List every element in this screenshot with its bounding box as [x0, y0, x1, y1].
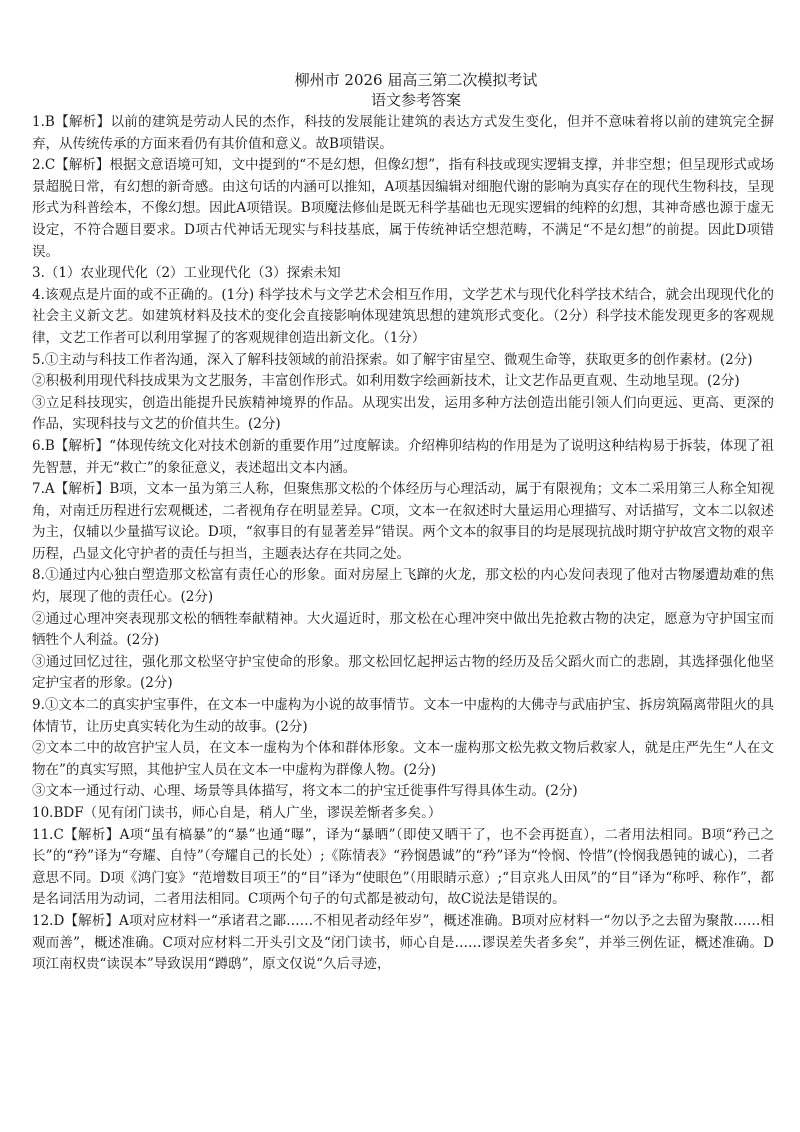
answer-9-point-3: ③文本一通过行动、心理、场景等具体描写，将文本二的护宝迁徙事件写得具体生动。(2分)	[32, 783, 578, 800]
answer-9-point-2: ②文本二中的故宫护宝人员，在文本一虚构为个体和群体形象。文本一虚构那文松先救文物后救家人，就是庄严先生“人在文物在”的真实写照，其他护宝人员在文本一中虚构为群像人物。(2分)	[32, 740, 774, 778]
answer-1: 1.B【解析】以前的建筑是劳动人民的杰作，科技的发展能让建筑的表达方式发生变化，但并不意味着将以前的建筑完全摒弃，从传统传承的方面来看仍有其价值和意义。故B项错误。	[32, 114, 774, 152]
answer-9-point-1: 9.①文本二的真实护宝事件，在文本一中虚构为小说的故事情节。文本一中虚构的大佛寺与武庙护宝、拆房筑隔离带阻火的具体情节，让历史真实转化为生动的故事。(2分)	[32, 697, 774, 735]
answer-4: 4.该观点是片面的或不正确的。(1分) 科学技术与文学艺术会相互作用，文学艺术与现代化科学技术结合，就会出现现代化的社会主义新文艺。如建筑材料及技术的变化会直接影响体现建筑思想的建筑形式变化。（2分）科学技术能发现更多的客观规律，文艺工作者可以利用掌握了的客观规律创造出新文化。（1分）	[32, 286, 774, 346]
answer-2: 2.C【解析】根据文意语境可知，文中提到的“不是幻想，但像幻想”，指有科技或现实逻辑支撑，并非空想；但呈现形式或场景超脱日常，有幻想的新奇感。由这句话的内涵可以推知，A项基因编辑对细胞代谢的影响为真实存在的现代生物科技，呈现形式为科普绘本，不像幻想。因此A项错误。B项魔法修仙是既无科学基础也无现实逻辑的纯粹的幻想，其神奇感也源于虚无设定，不符合题目要求。D项古代神话无现实与科技基底，属于传统神话空想范畴，不满足“不是幻想”的前提。因此D项错误。	[32, 157, 774, 260]
answer-6: 6.B【解析】“体现传统文化对技术创新的重要作用”过度解读。介绍榫卯结构的作用是为了说明这种结构易于拆装，体现了祖先智慧，并无“救亡”的象征意义，表述超出文本内涵。	[32, 437, 774, 476]
answer-7: 7.A【解析】B项，文本一虽为第三人称，但聚焦那文松的个体经历与心理活动，属于有限视角；文本二采用第三人称全知视角，对南迁历程进行宏观概述，二者视角存在明显差异。C项，文本一在叙述时大量运用心理描写、对话描写，文本二以叙述为主，仅辅以少量描写议论。D项，“叙事目的有显著差异”错误。两个文本的叙事目的均是展现抗战时期守护故宫文物的艰辛历程，凸显文化守护者的责任与担当，主题表达存在共同之处。	[32, 481, 774, 562]
answer-5-point-3: ③立足科技现实，创造出能提升民族精神境界的作品。从现实出发，运用多种方法创造出能引领人们向更远、更高、更深的作品，实现科技与文艺的价值共生。(2分)	[32, 394, 774, 433]
answer-5-point-1: 5.①主动与科技工作者沟通，深入了解科技领域的前沿探索。如了解宇宙星空、微观生命等，获取更多的创作素材。(2分)	[32, 351, 753, 368]
document-page	[32, 70, 774, 976]
answer-5-point-2: ②积极利用现代科技成果为文艺服务，丰富创作形式。如利用数字绘画新技术，让文艺作品更直观、生动地呈现。(2分)	[32, 373, 740, 390]
document-subtitle: 语文参考答案	[370, 91, 461, 109]
answer-10: 10.BDF（见有闭门读书，师心自是，稍人广坐，谬误差惭者多矣。）	[32, 805, 442, 821]
answer-8-point-3: ③通过回忆过往，强化那文松坚守护宝使命的形象。那文松回忆起押运古物的经历及岳父蹈火而亡的悲剧，其选择强化他坚定护宝者的形象。(2分)	[32, 653, 774, 692]
answer-12: 12.D【解析】A项对应材料一“承诸君之鄙……不相见者动经年岁”，概述准确。B项对应材料一“勿以予之去留为聚散……相观而善”，概述准确。C项对应材料二开头引文及“闭门读书，师心自是……谬误差失者多矣”，并举三例佐证，概述准确。D项江南权贵“读误本”导致误用“蹲鸱”，原文仅说“久后寻迹，	[32, 912, 774, 973]
answer-8-point-1: 8.①通过内心独白塑造那文松富有责任心的形象。面对房屋上飞蹿的火龙，那文松的内心发问表现了他对古物屡遭劫难的焦灼，展现了他的责任心。(2分)	[32, 567, 774, 606]
answer-8-point-2: ②通过心理冲突表现那文松的牺牲奉献精神。大火逼近时，那文松在心理冲突中做出先抢救古物的决定，愿意为守护国宝而牺牲个人利益。(2分)	[32, 610, 774, 649]
document-title: 柳州市 2026 届高三第二次模拟考试	[294, 71, 538, 89]
answer-3: 3.（1）农业现代化（2）工业现代化（3）探索未知	[32, 265, 341, 282]
answer-11: 11.C【解析】A项“虽有槁暴”的“暴”也通“曝”，译为“暴晒”（即使又晒干了，也不会再挺直），二者用法相同。B项“矜己之长”的“矜”译为“夸耀、自恃”（夸耀自己的长处）;《陈情表》“矜悯愚诚”的“矜”译为“怜悯、怜惜”(怜悯我愚钝的诚心)，二者意思不同。D项《鸿门宴》“范增数目项王”的“目”译为“使眼色”（用眼睛示意）;“目京兆人田凤”的“目”译为“称呼、称作”，都是名词活用为动词，二者用法相同。C项两个句子的句式都是被动句，故C说法是错误的。	[32, 826, 774, 908]
